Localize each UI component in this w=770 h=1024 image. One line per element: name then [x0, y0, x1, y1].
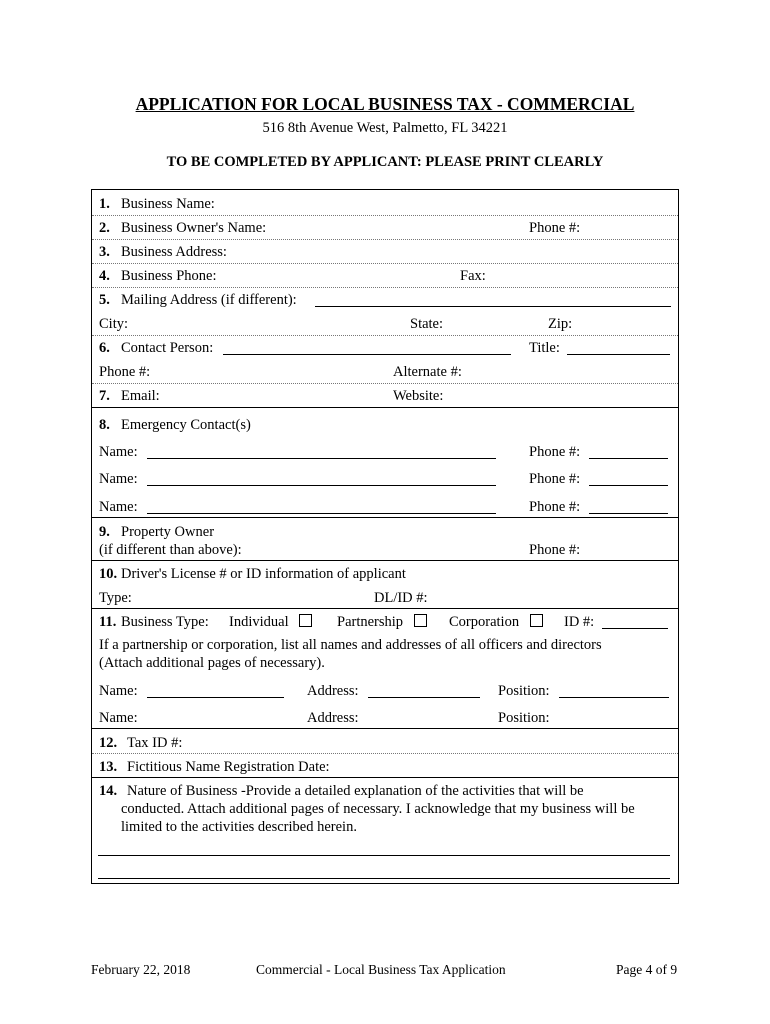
- nature-of-business-line-1: Nature of Business -Provide a detailed explanation of the activities that will be: [127, 783, 584, 799]
- officer-position-line[interactable]: [559, 697, 669, 698]
- drivers-license-label: Driver's License # or ID information of applicant: [121, 566, 406, 582]
- nature-of-business-line-2: conducted. Attach additional pages of necessary. I acknowledge that my business will be: [121, 801, 635, 817]
- emergency-name-label: Name:: [99, 499, 138, 515]
- officer-address-label: Address:: [307, 683, 359, 699]
- tax-id-label: Tax ID #:: [127, 735, 183, 751]
- mailing-address-label: Mailing Address (if different):: [121, 292, 297, 308]
- item-number-7: 7.: [99, 388, 110, 404]
- emergency-name-line[interactable]: [147, 513, 496, 514]
- item-number-12: 12.: [99, 735, 118, 751]
- emergency-name-line[interactable]: [147, 485, 496, 486]
- emergency-contacts-label: Emergency Contact(s): [121, 417, 251, 433]
- business-name-label: Business Name:: [121, 196, 215, 212]
- emergency-name-line[interactable]: [147, 458, 496, 459]
- individual-checkbox[interactable]: [299, 614, 312, 627]
- office-address: 516 8th Avenue West, Palmetto, FL 34221: [262, 120, 508, 136]
- officer-position-label: Position:: [498, 710, 550, 726]
- emergency-phone-line[interactable]: [589, 513, 668, 514]
- zip-label: Zip:: [548, 316, 573, 332]
- city-label: City:: [99, 316, 129, 332]
- contact-person-label: Contact Person:: [121, 340, 214, 356]
- contact-phone-label: Phone #:: [99, 364, 151, 380]
- nature-answer-line[interactable]: [98, 878, 670, 879]
- emergency-phone-label: Phone #:: [529, 471, 581, 487]
- corporation-label: Corporation: [449, 614, 520, 630]
- website-label: Website:: [393, 388, 444, 404]
- corporate-id-label: ID #:: [564, 614, 595, 630]
- dl-id-label: DL/ID #:: [374, 590, 428, 606]
- email-label: Email:: [121, 388, 160, 404]
- emergency-phone-label: Phone #:: [529, 499, 581, 515]
- item-number-6: 6.: [99, 340, 110, 356]
- id-type-label: Type:: [99, 590, 132, 606]
- property-phone-label: Phone #:: [529, 542, 581, 558]
- officer-name-label: Name:: [99, 683, 138, 699]
- emergency-phone-label: Phone #:: [529, 444, 581, 460]
- officer-name-line[interactable]: [147, 697, 284, 698]
- owner-name-label: Business Owner's Name:: [121, 220, 267, 236]
- emergency-phone-line[interactable]: [589, 485, 668, 486]
- officer-address-line[interactable]: [368, 697, 480, 698]
- business-address-label: Business Address:: [121, 244, 227, 260]
- officers-note-line-1: If a partnership or corporation, list all names and addresses of all officers and directors: [99, 637, 602, 653]
- contact-title-line[interactable]: [567, 354, 670, 355]
- contact-person-line[interactable]: [223, 354, 511, 355]
- corporation-checkbox[interactable]: [530, 614, 543, 627]
- item-number-11: 11.: [99, 614, 117, 630]
- mailing-address-line[interactable]: [315, 306, 671, 307]
- state-label: State:: [410, 316, 444, 332]
- footer-page-number: Page 4 of 9: [616, 962, 678, 977]
- item-number-10: 10.: [99, 566, 118, 582]
- footer-document-name: Commercial - Local Business Tax Application: [256, 962, 506, 977]
- form-title: APPLICATION FOR LOCAL BUSINESS TAX - COMMERCIAL: [135, 94, 635, 114]
- application-form: [91, 189, 679, 884]
- partnership-label: Partnership: [337, 614, 404, 630]
- item-number-8: 8.: [99, 417, 110, 433]
- individual-label: Individual: [229, 614, 289, 630]
- item-number-9: 9.: [99, 524, 110, 540]
- item-number-4: 4.: [99, 268, 110, 284]
- business-phone-label: Business Phone:: [121, 268, 217, 284]
- business-type-label: Business Type:: [121, 614, 209, 630]
- fictitious-name-label: Fictitious Name Registration Date:: [127, 759, 330, 775]
- corporate-id-line[interactable]: [602, 628, 668, 629]
- emergency-name-label: Name:: [99, 471, 138, 487]
- emergency-phone-line[interactable]: [589, 458, 668, 459]
- property-owner-label: Property Owner: [121, 524, 215, 540]
- nature-of-business-line-3: limited to the activities described herein.: [121, 819, 357, 835]
- nature-answer-line[interactable]: [98, 855, 670, 856]
- item-number-14: 14.: [99, 783, 118, 799]
- item-number-13: 13.: [99, 759, 118, 775]
- item-number-3: 3.: [99, 244, 110, 260]
- officer-address-label: Address:: [307, 710, 359, 726]
- instructions: TO BE COMPLETED BY APPLICANT: PLEASE PRINT CLEARLY: [166, 154, 604, 170]
- owner-phone-label: Phone #:: [529, 220, 581, 236]
- footer-date: February 22, 2018: [91, 962, 191, 977]
- item-number-5: 5.: [99, 292, 110, 308]
- item-number-1: 1.: [99, 196, 110, 212]
- officer-name-label: Name:: [99, 710, 138, 726]
- fax-label: Fax:: [460, 268, 486, 284]
- emergency-name-label: Name:: [99, 444, 138, 460]
- contact-title-label: Title:: [529, 340, 560, 356]
- officer-position-label: Position:: [498, 683, 550, 699]
- property-owner-note: (if different than above):: [99, 542, 242, 558]
- item-number-2: 2.: [99, 220, 110, 236]
- partnership-checkbox[interactable]: [414, 614, 427, 627]
- alternate-phone-label: Alternate #:: [393, 364, 462, 380]
- officers-note-line-2: (Attach additional pages of necessary).: [99, 655, 325, 671]
